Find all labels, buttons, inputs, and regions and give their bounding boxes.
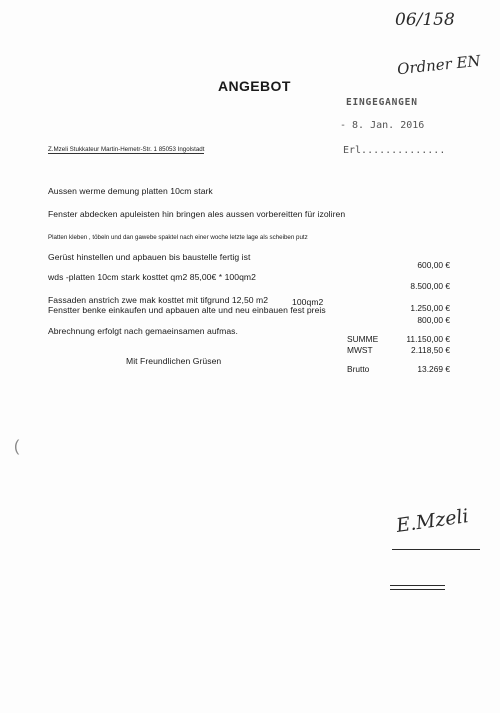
margin-mark: ( (14, 438, 20, 455)
summe-value: 11.150,00 € (406, 334, 450, 344)
item-line-8: Abrechnung erfolgt nach gemaeinsamen aufmas. (48, 326, 238, 336)
brutto-label: Brutto (347, 364, 370, 374)
mwst-label: MWST (347, 345, 373, 355)
handwritten-order-note: Ordner EN (396, 51, 482, 79)
item-line-2: Fenster abdecken apuleisten hin bringen ales aussen vorbereitten für izoliren (48, 209, 346, 219)
item-line-6-extra: 100qm2 (292, 297, 324, 307)
brutto-value: 13.269 € (417, 364, 450, 374)
amount-fassade: 1.250,00 € (410, 303, 450, 313)
item-line-1: Aussen werme demung platten 10cm stark (48, 186, 213, 196)
item-line-5: wds -platten 10cm stark kosttet qm2 85,00€ * 100qm2 (48, 272, 256, 282)
stamp-received-label: EINGEGANGEN (346, 97, 418, 108)
mwst-value: 2.118,50 € (411, 345, 450, 355)
amount-geruest: 600,00 € (417, 260, 450, 270)
handwritten-reference: 06/158 (395, 10, 455, 30)
document-title: ANGEBOT (218, 78, 291, 94)
item-line-6: Fassaden anstrich zwe mak kosttet mit tifgrund 12,50 m2 (48, 295, 269, 305)
summe-label: SUMME (347, 334, 379, 344)
signature-underline (392, 549, 480, 550)
item-line-4: Gerüst hinstellen und apbauen bis baustelle fertig ist (48, 252, 251, 262)
sender-address: Z.Mzeli Stukkateur Martin-Hemetr-Str. 1 85053 Ingolstadt (48, 146, 205, 153)
bottom-rule-bottom (390, 589, 445, 590)
amount-fenster: 800,00 € (417, 315, 450, 325)
bottom-rule-top (390, 585, 445, 586)
closing-greeting: Mit Freundlichen Grüsen (126, 356, 222, 366)
stamp-date: - 8. Jan. 2016 (340, 120, 425, 131)
item-line-7: Fenstter benke einkaufen und apbauen alte und neu einbauen fest preis (48, 305, 326, 315)
signature: E.Mzeli (394, 505, 470, 537)
item-line-3: Platten kleben , töbeln und dan gawebe spaktel nach einer woche letzte lage als scheiben putz (48, 234, 308, 241)
amount-wds: 8.500,00 € (410, 281, 450, 291)
stamp-erl-label: Erl.............. (343, 145, 446, 156)
